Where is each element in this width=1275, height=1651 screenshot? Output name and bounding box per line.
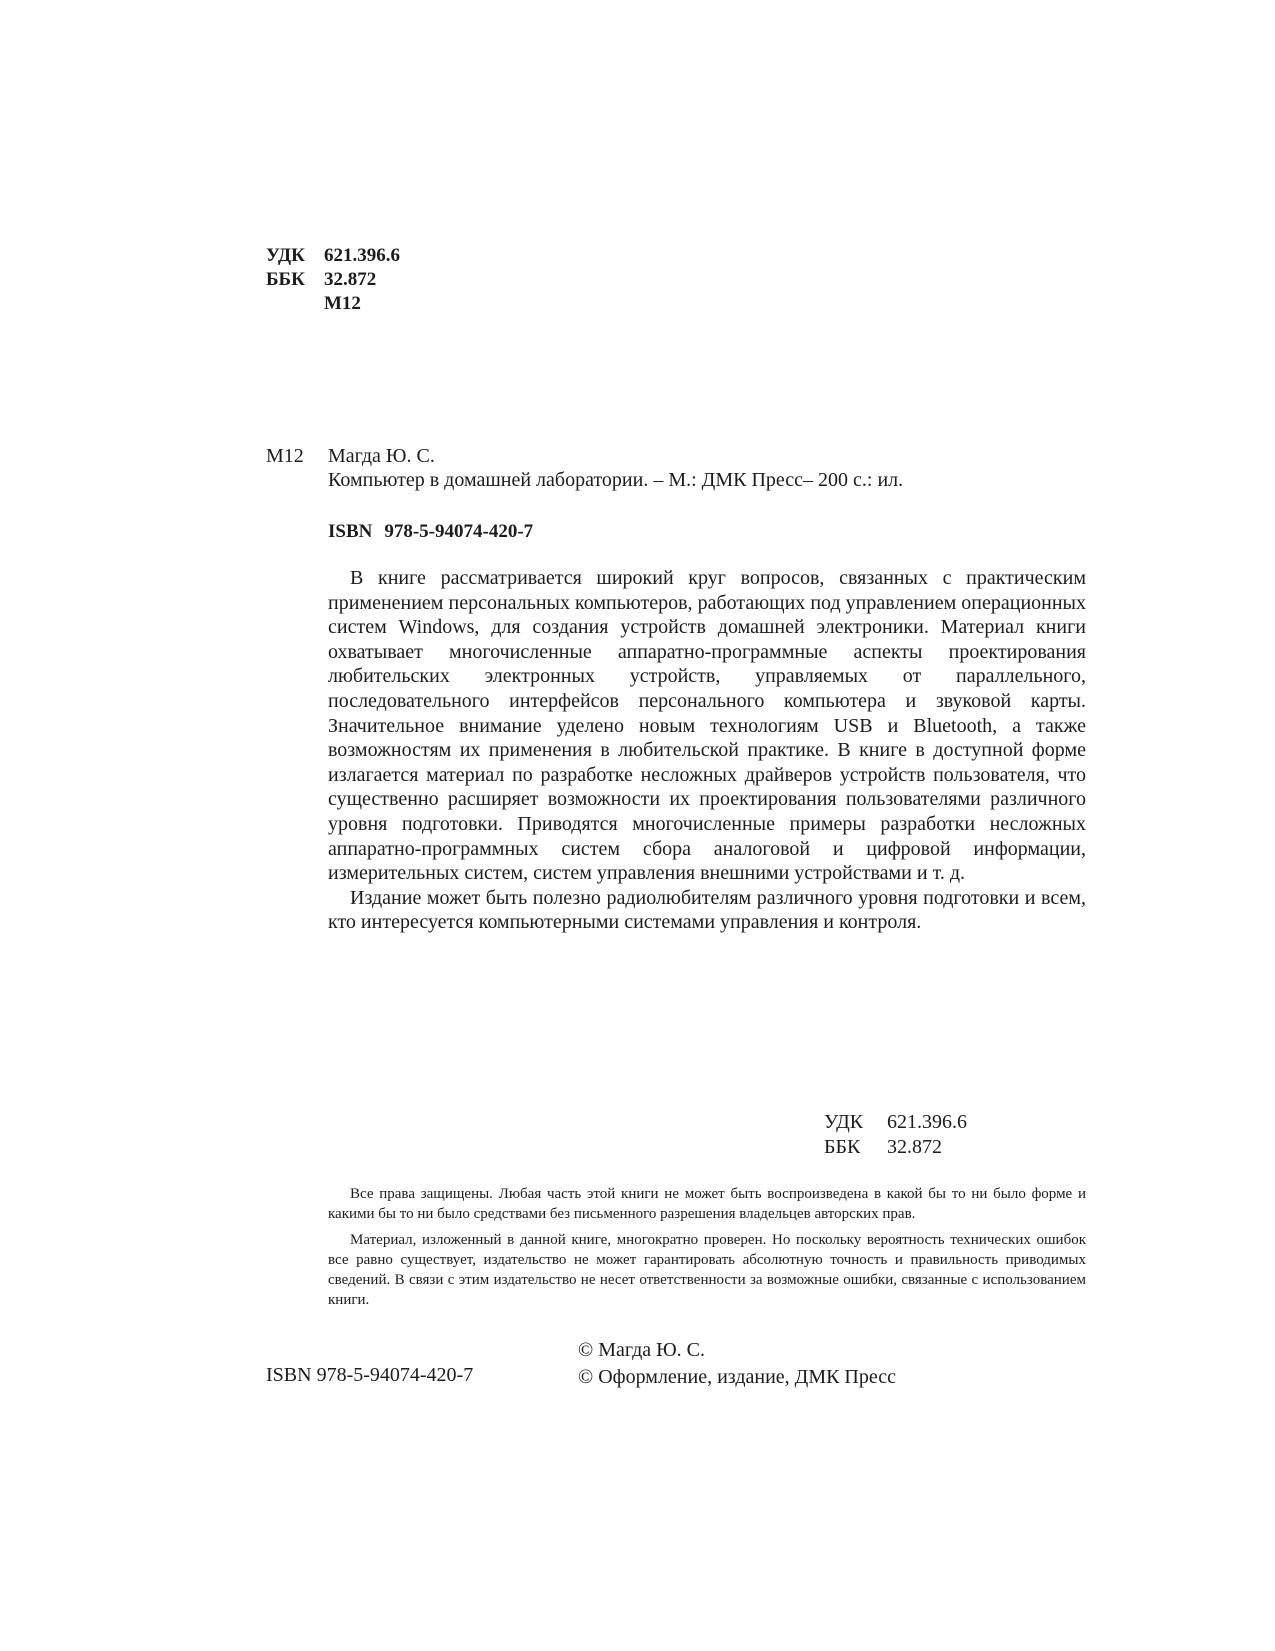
footer-isbn: ISBN 978-5-94074-420-7 xyxy=(266,1364,474,1386)
udk-label: УДК xyxy=(266,245,305,266)
udk-row xyxy=(824,1110,967,1135)
bbk-value: 32.872 xyxy=(887,1136,942,1158)
classification-top xyxy=(266,244,400,316)
isbn-value: 978-5-94074-420-7 xyxy=(384,521,534,542)
udk-value: 621.396.6 xyxy=(324,245,400,266)
bibliographic-entry xyxy=(266,444,1086,544)
abstract xyxy=(328,566,1086,935)
author-mark: М12 xyxy=(324,293,361,314)
entry-description: Компьютер в домашней лаборатории. – М.: ДМК Пресс– 200 с.: ил. xyxy=(328,469,904,491)
udk-value: 621.396.6 xyxy=(887,1111,967,1133)
udk-label: УДК xyxy=(824,1111,864,1133)
abstract-paragraph: Издание может быть полезно радиолюбителям различного уровня подготовки и всем, кто интересуется компьютерными системами управления и контроля. xyxy=(328,886,1086,934)
entry-code: М12 xyxy=(266,445,304,467)
entry-isbn xyxy=(328,520,1086,544)
bbk-row xyxy=(266,268,400,292)
abstract-paragraph: В книге рассматривается широкий круг вопросов, связанных с практическим применением персональных компьютеров, работающих под управлением операционных систем Windows, для создания устройств домашней электроники. Материал книги охватывает многочисленные аппаратно-программные аспекты проектирования любительских электронных устройств, управляемых от параллельного, последовательного интерфейсов персонального компьютера и звуковой карты. Значительное внимание уделено новым технологиям USB и Bluetooth, а также возможностям их применения в любительской практике. В книге в доступной форме излагается материал по разработке несложных драйверов устройств пользователя, что существенно расширяет возможности их проектирования пользователями различного уровня подготовки. Приводятся многочисленные примеры разработки несложных аппаратно-программных систем сбора аналоговой и цифровой информации, измерительных систем, систем управления внешними устройствами и т. д. xyxy=(328,567,1086,885)
bbk-label: ББК xyxy=(266,269,305,290)
rights-notice xyxy=(328,1184,1086,1310)
copyright-block xyxy=(578,1337,896,1391)
author-mark-row xyxy=(266,292,400,316)
bbk-row xyxy=(824,1135,967,1160)
copyright-publisher: © Оформление, издание, ДМК Пресс xyxy=(578,1366,897,1388)
classification-bottom xyxy=(824,1110,967,1160)
bbk-value: 32.872 xyxy=(324,269,377,290)
disclaimer-paragraph: Материал, изложенный в данной книге, многократно проверен. Но поскольку вероятность технических ошибок все равно существует, издательство не может гарантировать абсолютную точность и правильность приводимых сведений. В связи с этим издательство не несет ответственности за возможные ошибки, связанные с использованием книги. xyxy=(328,1232,1086,1308)
rights-paragraph: Все права защищены. Любая часть этой книги не может быть воспроизведена в какой бы то ни было форме и какими бы то ни было средствами без письменного разрешения владельцев авторских прав. xyxy=(328,1186,1086,1222)
isbn-label: ISBN xyxy=(328,521,373,542)
bbk-label: ББК xyxy=(824,1136,861,1158)
copyright-author: © Магда Ю. С. xyxy=(578,1339,706,1361)
udk-row xyxy=(266,244,400,268)
entry-author: Магда Ю. С. xyxy=(328,445,435,467)
